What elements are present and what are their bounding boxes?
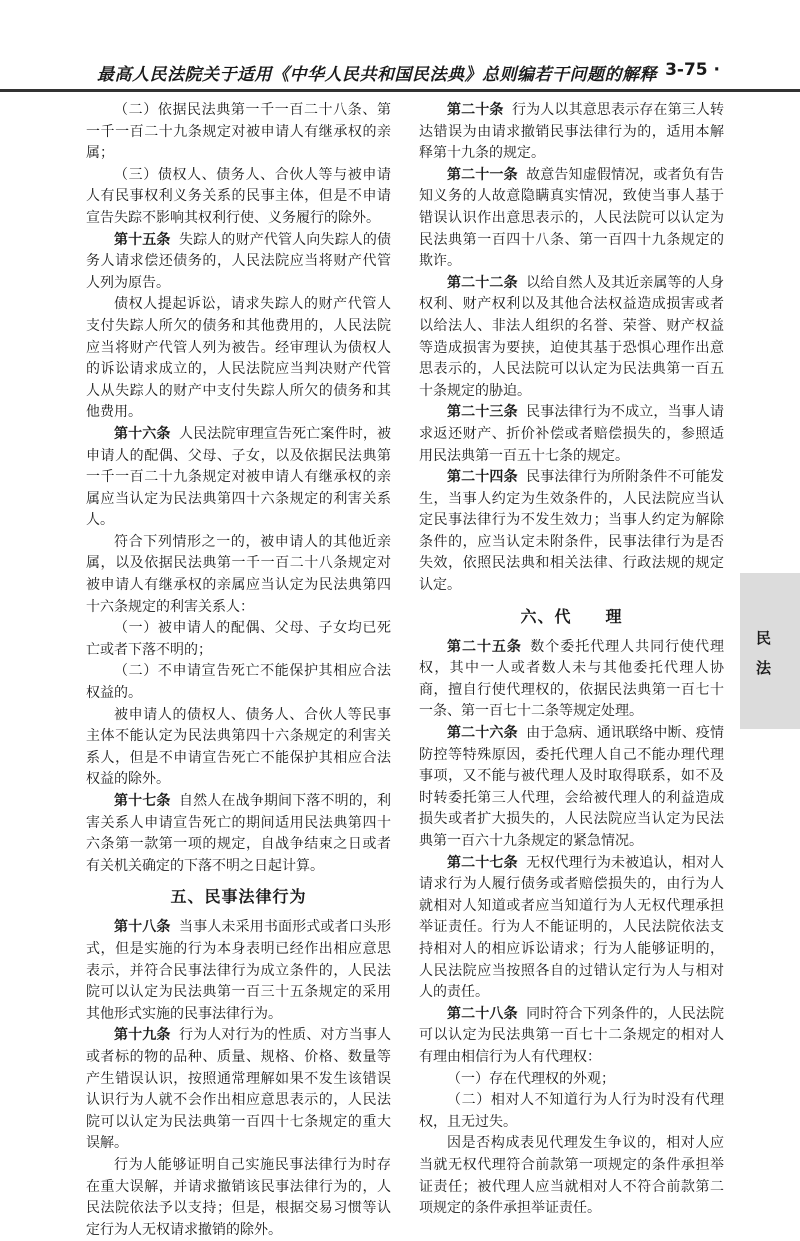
paragraph	[86, 1155, 391, 1241]
paragraph	[419, 273, 724, 403]
paragraph-text: 民事法律行为所附条件不可能发生，当事人约定为生效条件的，人民法院应当认定民事法律行为不发生效力；当事人约定为解除条件的，应当认定未附条件，民事法律行为是否失效，依照民法典和相关法律、行政法规的规定认定。	[419, 469, 725, 594]
paragraph	[419, 467, 724, 597]
paragraph-text: 以给自然人及其近亲属等的人身权利、财产权利以及其他合法权益造成损害或者以给法人、非法人组织的名誉、荣誉、财产权益等造成损害为要挟，迫使其基于恐惧心理作出意思表示的，人民法院可以认定为民法典第一百五十条规定的胁迫。	[419, 274, 725, 399]
paragraph-text: 人民法院审理宣告死亡案件时，被申请人的配偶、父母、子女，以及依据民法典第一千一百二十九条规定对被申请人有继承权的亲属应当认定为民法典第四十六条规定的利害关系人。	[86, 425, 392, 529]
article-number: 第十五条	[114, 231, 171, 248]
article-number: 第二十二条	[447, 274, 518, 291]
article-number: 第十九条	[114, 1027, 171, 1044]
page-number-bullet: ·	[713, 60, 720, 80]
paragraph	[86, 424, 391, 532]
paragraph	[86, 917, 391, 1025]
paragraph-text: 当事人未采用书面形式或者口头形式，但是实施的行为本身表明已经作出相应意思表示，并符合民事法律行为成立条件的，人民法院可以认定为民法典第一百三十五条规定的采用其他形式实施的民事法律行为。	[86, 919, 392, 1022]
paragraph-text: 因是否构成表见代理发生争议的，相对人应当就无权代理符合前款第一项规定的条件承担举证责任；被代理人应当就相对人不符合前款第二项规定的条件承担举证责任。	[419, 1135, 724, 1217]
paragraph	[419, 1090, 724, 1133]
running-title: 最高人民法院关于适用《中华人民共和国民法典》总则编若干问题的解释	[97, 65, 657, 85]
paragraph-text: 同时符合下列条件的，人民法院可以认定为民法典第一百七十二条规定的相对人有理由相信行为人有代理权：	[419, 1005, 725, 1065]
paragraph-text: 行为人能够证明自己实施民事法律行为时存在重大误解，并请求撤销该民事法律行为的，人民法院依法予以支持；但是，根据交易习惯等认定行为人无权请求撤销的除外。	[86, 1156, 391, 1238]
paragraph	[419, 402, 724, 467]
page-header	[0, 0, 800, 90]
paragraph	[86, 618, 391, 661]
paragraph-text: （二）依据民法典第一千一百二十八条、第一千一百二十九条规定对被申请人有继承权的亲属；	[86, 102, 391, 162]
paragraph-text: （二）相对人不知道行为人行为时没有代理权，且无过失。	[419, 1092, 724, 1130]
paragraph	[86, 705, 391, 791]
paragraph-text: 民事法律行为不成立，当事人请求返还财产、折价补偿或者赔偿损失的，参照适用民法典第一百五十七条的规定。	[419, 404, 725, 464]
section-heading: 六、代 理	[520, 606, 623, 626]
paragraph-text: 行为人对行为的性质、对方当事人或者标的物的品种、质量、规格、价格、数量等产生错误认识，按照通常理解如果不发生该错误认识行为人就不会作出相应意思表示的，人民法院可以认定为民法典第一百四十七条规定的重大误解。	[86, 1027, 392, 1152]
paragraph	[419, 637, 724, 723]
paragraph	[86, 791, 391, 877]
paragraph	[419, 1004, 724, 1069]
paragraph-text: （二）不申请宣告死亡不能保护其相应合法权益的。	[86, 663, 391, 702]
paragraph	[419, 723, 724, 853]
article-number: 第二十八条	[447, 1005, 518, 1022]
page-number-value: 3-75	[665, 60, 708, 80]
article-number: 第二十七条	[447, 854, 518, 871]
paragraph	[419, 1133, 724, 1219]
paragraph-text: 行为人以其意思表示存在第三人转达错误为由请求撤销民事法律行为的，适用本解释第十九条的规定。	[419, 102, 725, 162]
paragraph-text: （一）存在代理权的外观；	[447, 1070, 615, 1087]
article-number: 第二十三条	[447, 404, 518, 421]
side-tab-char-2: 法	[756, 659, 772, 677]
paragraph	[86, 661, 391, 704]
paragraph	[419, 100, 724, 165]
right-column	[419, 100, 724, 1220]
paragraph	[86, 100, 391, 165]
article-number: 第十八条	[114, 919, 171, 936]
paragraph	[86, 1025, 391, 1155]
paragraph-text: （三）债权人、债务人、合伙人等与被申请人有民事权利义务关系的民事主体，但是不申请宣告失踪不影响其权利行使、义务履行的除外。	[86, 166, 391, 226]
article-number: 第二十四条	[447, 469, 518, 486]
paragraph	[419, 853, 724, 1004]
paragraph-text: 失踪人的财产代管人向失踪人的债务人请求偿还债务的，人民法院应当将财产代管人列为原告。	[86, 231, 392, 291]
left-column	[86, 100, 391, 1241]
article-number: 第二十六条	[447, 725, 518, 742]
section-heading: 五、民事法律行为	[170, 887, 307, 907]
article-number: 第二十一条	[447, 166, 518, 183]
paragraph	[86, 294, 391, 424]
paragraph-text: 由于急病、通讯联络中断、疫情防控等特殊原因，委托代理人自己不能办理代理事项，又不能与被代理人及时取得联系，如不及时转委托第三人代理，会给被代理人的利益造成损失或者扩大损失的，人民法院应当认定为民法典第一百六十九条规定的紧急情况。	[419, 725, 725, 849]
paragraph	[419, 165, 724, 273]
paragraph-text: 无权代理行为未被追认，相对人请求行为人履行债务或者赔偿损失的，由行为人就相对人知道或者应当知道行为人无权代理承担举证责任。行为人不能证明的，人民法院依法支持相对人的相应诉讼请求；行为人能够证明的，人民法院应当按照各自的过错认定行为人与相对人的责任。	[419, 854, 725, 1001]
paragraph-text: 被申请人的债权人、债务人、合伙人等民事主体不能认定为民法典第四十六条规定的利害关系人，但是不申请宣告死亡不能保护其相应合法权益的除外。	[86, 706, 391, 788]
paragraph	[86, 230, 391, 295]
page-number	[665, 60, 720, 80]
paragraph	[419, 1069, 724, 1091]
paragraph-text: 故意告知虚假情况，或者负有告知义务的人故意隐瞒真实情况，致使当事人基于错误认识作出意思表示的，人民法院可以认定为民法典第一百四十八条、第一百四十九条规定的欺诈。	[419, 166, 725, 270]
side-tab-char-1: 民	[756, 629, 772, 647]
article-number: 第二十条	[447, 102, 504, 118]
side-tab	[740, 573, 800, 729]
header-rule	[0, 89, 800, 92]
article-number: 第十七条	[114, 793, 171, 809]
article-number: 第十六条	[114, 425, 171, 442]
paragraph-text: （一）被申请人的配偶、父母、子女均已死亡或者下落不明的；	[86, 620, 391, 658]
paragraph-text: 自然人在战争期间下落不明的，利害关系人申请宣告死亡的期间适用民法典第四十六条第一款第一项的规定，自战争结束之日或者有关机关确定的下落不明之日起计算。	[86, 793, 392, 874]
article-number: 第二十五条	[447, 638, 522, 655]
paragraph-text: 符合下列情形之一的，被申请人的其他近亲属，以及依据民法典第一千一百二十八条规定对被申请人有继承权的亲属应当认定为民法典第四十六条规定的利害关系人：	[86, 533, 391, 615]
paragraph	[86, 165, 391, 230]
paragraph	[86, 532, 391, 618]
paragraph-text: 债权人提起诉讼，请求失踪人的财产代管人支付失踪人所欠的债务和其他费用的，人民法院应当将财产代管人列为被告。经审理认为债权人的诉讼请求成立的，人民法院应当判决财产代管人从失踪人的财产中支付失踪人所欠的债务和其他费用。	[86, 296, 391, 421]
paragraph-text: 数个委托代理人共同行使代理权，其中一人或者数人未与其他委托代理人协商，擅自行使代理权的，依据民法典第一百七十一条、第一百七十二条等规定处理。	[419, 638, 725, 720]
